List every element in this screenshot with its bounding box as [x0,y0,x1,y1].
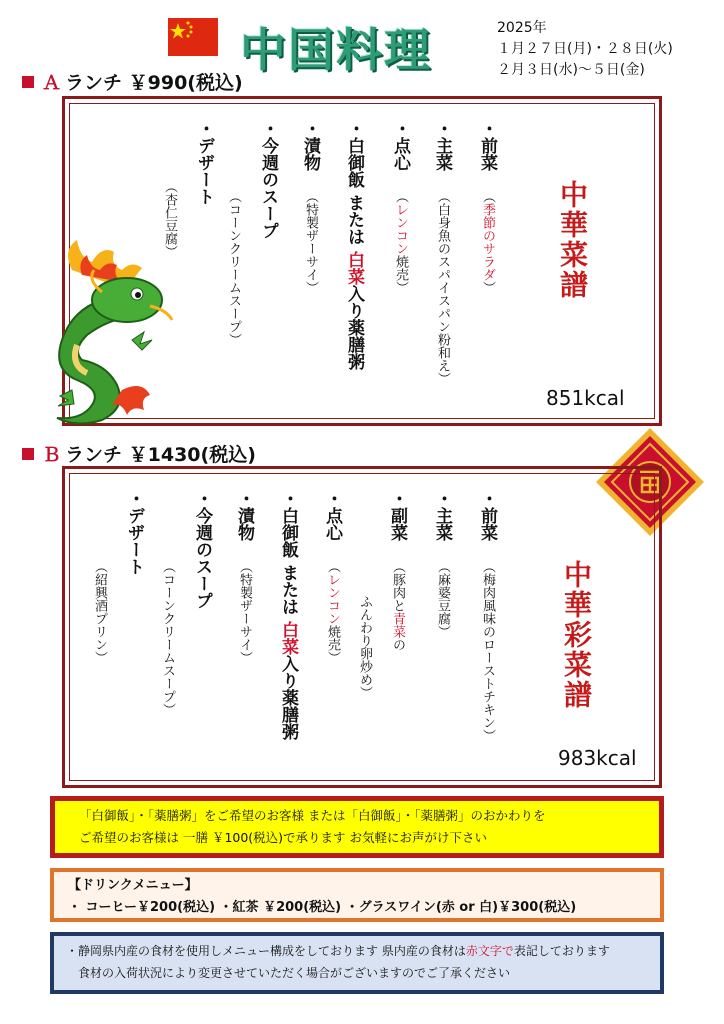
drink-menu-items: ・ コーヒー￥200(税込) ・紅茶 ￥200(税込) ・グラスワイン(赤 or 白)￥300(税込) [68,900,577,915]
local-note-line-2: 食材の入荷状況により変更させていただく場合がございますのでご了承ください [78,966,511,980]
drink-menu [50,868,664,922]
lunch-a-item-6-detail: （コーンクリームスープ） [226,190,241,346]
lunch-b-item-6: ・漬物 [234,490,254,541]
lunch-b-kcal: 983kcal [558,746,637,770]
lunch-a-item-2: ・主菜 [432,120,452,171]
lunch-b-heading-text: ランチ ￥1430(税込) [65,444,256,466]
date-line-2: ２月３日(水)～５日(金) [497,62,645,78]
lunch-b-item-4-detail: （レンコン焼売） [325,560,340,664]
lunch-a-item-1: ・前菜 [477,120,497,171]
lunch-a-kcal: 851kcal [546,386,625,410]
rice-note [50,796,664,858]
lunch-b-letter: Ｂ [42,444,62,466]
lunch-a-item-7-detail: （杏仁豆腐） [162,180,177,258]
local-note-line-1: ・静岡県内産の食材を使用しメニュー構成をしております 県内産の食材は赤文字で表記しております [66,944,610,958]
lunch-a-item-2-detail: （白身魚のスパイスパン粉和え） [435,190,450,385]
local-ingredients-note [50,932,664,994]
lunch-b-item-7: ・今週のスープ [192,490,212,609]
lunch-b-heading [22,440,256,467]
lunch-a-item-4: ・白御飯 または 白菜入り薬膳粥 [344,120,364,370]
lunch-a-item-3-detail: （レンコン焼売） [393,190,408,294]
lunch-b-item-3-detail-2: ふんわり卵炒め） [357,595,372,699]
lunch-a-item-1-detail: （季節のサラダ） [480,190,495,294]
lunch-b-item-4: ・点心 [322,490,342,541]
lunch-b-item-1-detail: （梅肉風味のローストチキン） [480,560,495,742]
lunch-b-item-8-detail: （紹興酒プリン） [92,560,107,664]
lunch-b-item-8: ・デザート [124,490,144,575]
lunch-b-item-3-detail: （豚肉と青菜の [390,560,405,651]
red-square-icon [22,448,34,460]
date-line-1: １月２７日(月)・２８日(火) [497,41,673,57]
date-year: 2025年 [497,20,547,36]
rice-note-line-1: 「白御飯」・「薬膳粥」をご希望のお客様 または「白御飯」・「薬膳粥」のおかわりを [79,808,546,823]
china-flag-icon [168,18,218,56]
lunch-a-item-5-detail: （特製ザーサイ） [303,190,318,294]
lunch-b-item-7-detail: （コーンクリームスープ） [160,560,175,716]
lunch-b-item-6-detail: （特製ザーサイ） [237,560,252,664]
page-title: 中国料理 [240,23,432,77]
lunch-b-item-5: ・白御飯 または 白菜入り薬膳粥 [278,490,298,740]
lunch-b-item-2-detail: （麻婆豆腐） [435,560,450,638]
dragon-icon [32,240,182,430]
lunch-a-item-7: ・デザート [194,120,214,205]
lunch-a-item-5: ・漬物 [300,120,320,171]
red-square-icon [22,76,34,88]
rice-note-line-2: ご希望のお客様は 一膳 ￥100(税込)で承ります お気軽にお声がけ下さい [79,830,488,845]
lunch-a-letter: Ａ [42,72,62,94]
lunch-a-item-6: ・今週のスープ [258,120,278,239]
lunch-a-heading-text: ランチ ￥990(税込) [65,72,243,94]
lunch-b-item-1: ・前菜 [477,490,497,541]
lunch-b-item-2: ・主菜 [432,490,452,541]
lunch-b-item-3: ・副菜 [387,490,407,541]
lunch-a-menu-title: 中華菜譜 [556,180,589,300]
date-block [497,18,673,81]
lunch-a-item-3: ・点心 [390,120,410,171]
drink-menu-title: 【ドリンクメニュー】 [68,878,198,893]
lunch-b-menu-title: 中華彩菜譜 [560,560,593,710]
lunch-a-heading [22,68,243,95]
